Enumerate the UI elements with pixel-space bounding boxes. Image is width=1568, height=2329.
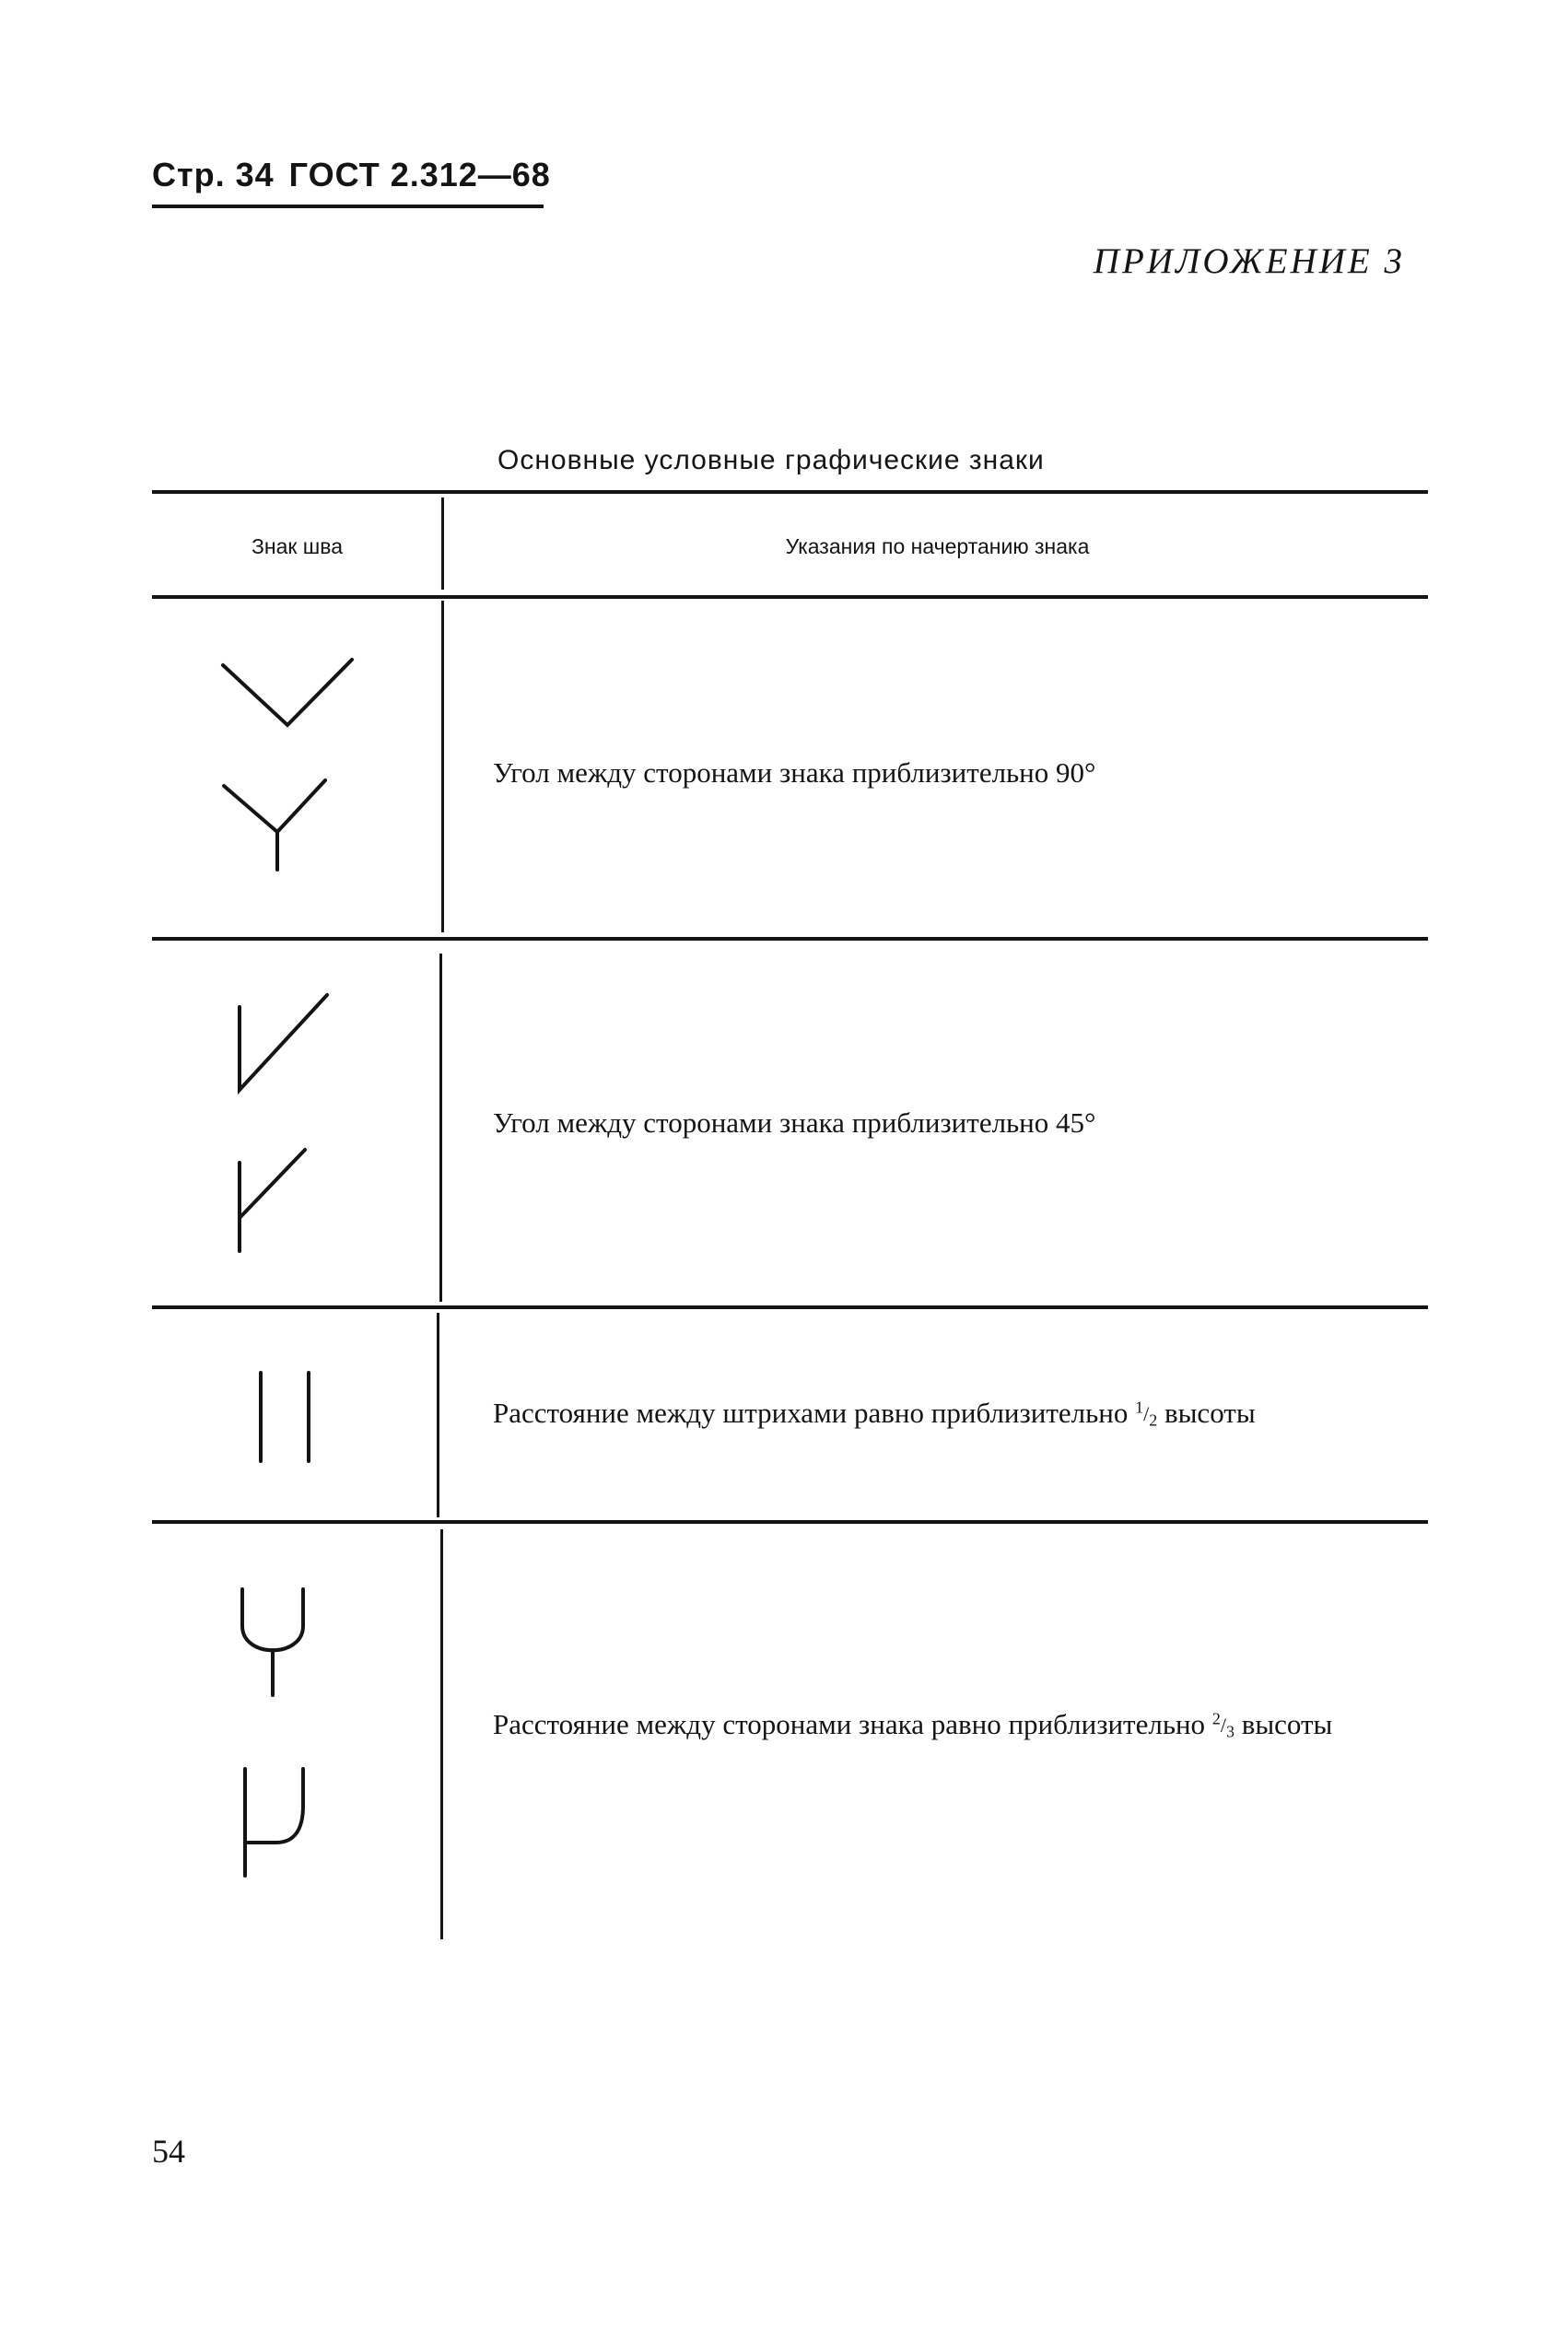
- column-header-sign: Знак шва: [251, 534, 344, 558]
- row-3-signs: [152, 1354, 442, 1483]
- one-half-fraction: $^1/_2$: [1135, 1398, 1158, 1430]
- header-bottom-rule: [152, 595, 1428, 599]
- row-4-text-before: Расстояние между сторонами знака равно приблизительно: [493, 1708, 1206, 1740]
- row-4-description: [493, 1707, 1428, 1742]
- table-title: Основные условные графические знаки: [497, 445, 1045, 475]
- page-label: Стр. 34: [152, 156, 275, 193]
- row-divider-1: [152, 937, 1428, 941]
- u-sign-icon: [242, 1589, 303, 1695]
- header-underline: [152, 205, 544, 208]
- column-header-instructions: Указания по начертанию знака: [785, 534, 1090, 558]
- row-2-description: Угол между сторонами знака приблизительно 45°: [493, 1106, 1096, 1139]
- row-divider-2: [152, 1305, 1428, 1309]
- row-4-signs: [152, 1566, 442, 1907]
- half-v-sign-45-icon: [240, 995, 327, 1090]
- page-number: 54: [152, 2133, 185, 2170]
- row-4-text-after: высоты: [1241, 1708, 1333, 1740]
- row-2-signs: [152, 977, 442, 1281]
- half-u-sign-icon: [245, 1769, 303, 1876]
- two-thirds-fraction: $^2/_3$: [1211, 1709, 1235, 1741]
- page-header: [152, 158, 566, 192]
- row-3-text-after: высоты: [1164, 1397, 1256, 1429]
- row-3-text-before: Расстояние между штрихами равно приблизительно: [493, 1397, 1129, 1429]
- y-sign-90-icon: [224, 780, 325, 870]
- row-1-description: Угол между сторонами знака приблизительно 90°: [493, 756, 1096, 789]
- table-top-rule: [152, 490, 1428, 494]
- row-divider-3: [152, 1520, 1428, 1524]
- two-strokes-sign-icon: [261, 1373, 309, 1461]
- appendix-title: ПРИЛОЖЕНИЕ 3: [1093, 241, 1405, 281]
- half-y-sign-45-icon: [240, 1150, 305, 1251]
- standard-number: ГОСТ 2.312—68: [288, 156, 551, 193]
- row-1-signs: [152, 645, 442, 884]
- v-sign-90-icon: [223, 660, 352, 725]
- row-3-description: [493, 1396, 1428, 1431]
